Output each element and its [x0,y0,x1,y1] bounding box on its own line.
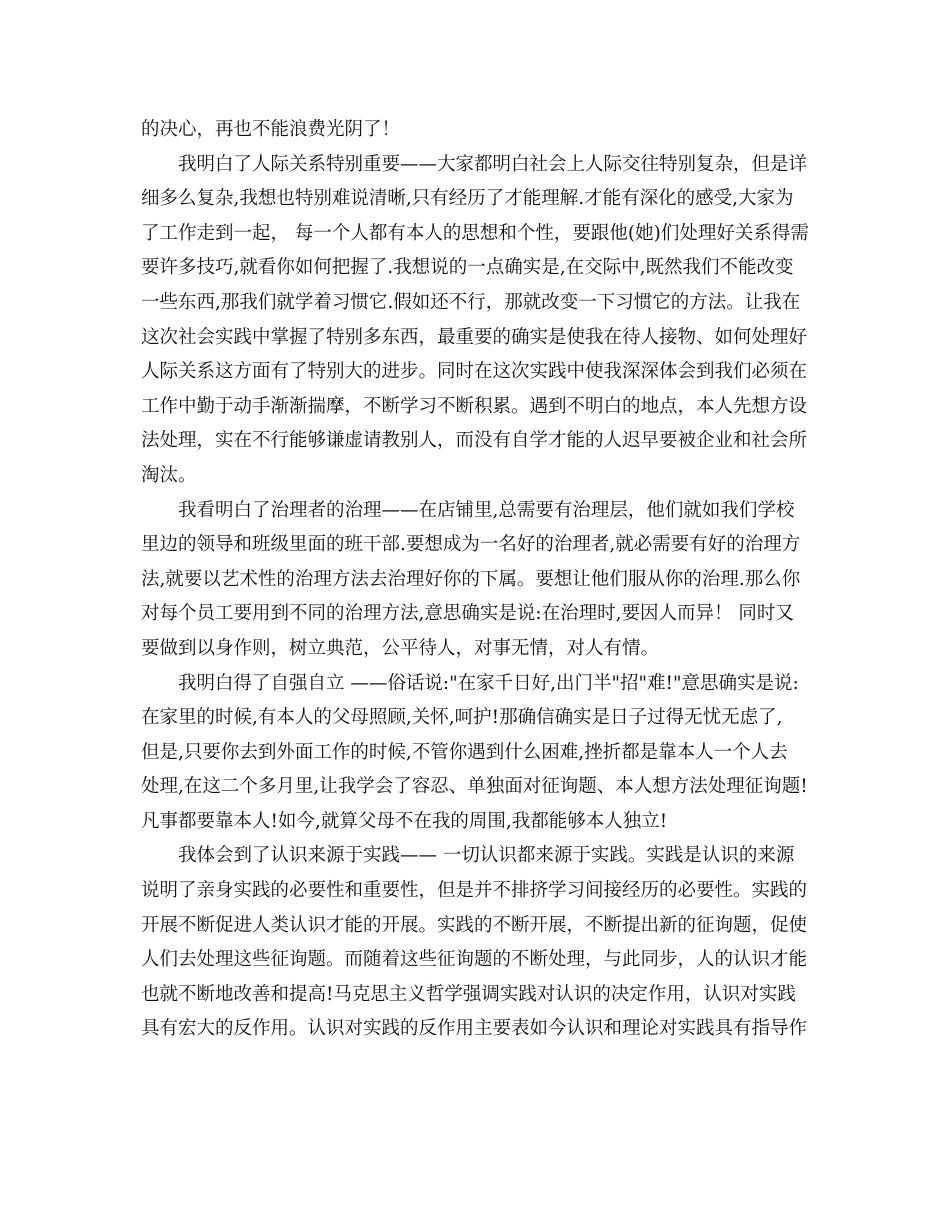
text-line: 人际关系这方面有了特别大的进步。同时在这次实践中使我深深体会到我们必须在 [141,361,808,383]
text-line: 要许多技巧,就看你如何把握了.我想说的一点确实是,在交际中,既然我们不能改变 [141,257,794,279]
text-line: 对每个员工要用到不同的治理方法,意思确实是说:在治理时,要因人而异！ 同时又 [141,603,794,625]
paragraph-first-line: 我明白得了自强自立 ——俗话说:"在家千日好,出门半"招"难!"意思确实是说: [178,672,799,694]
body-text [141,113,821,1047]
text-line: 法,就要以艺术性的治理方法去治理好你的下属。要想让他们服从你的治理.那么你 [141,568,801,590]
text-line: 这次社会实践中掌握了特别多东西，最重要的确实是使我在待人接物、如何处理好 [141,326,808,348]
paragraph-first-line: 我体会到了认识来源于实践—— 一切认识都来源于实践。实践是认识的来源 [178,845,795,867]
text-line: 开展不断促进人类认识才能的开展。实践的不断开展，不断提出新的征询题，促使 [141,914,808,936]
text-line: 处理,在这二个多月里,让我学会了容忍、单独面对征询题、本人想方法处理征询题! [141,776,808,798]
text-line: 里边的领导和班级里面的班干部.要想成为一名好的治理者,就必需要有好的治理方 [141,534,801,556]
text-line: 淘汰。 [141,464,197,486]
text-line: 一些东西,那我们就学着习惯它.假如还不行，那就改变一下习惯它的方法。让我在 [141,291,801,313]
paragraph-first-line: 我明白了人际关系特别重要——大家都明白社会上人际交往特别复杂，但是详 [178,153,808,175]
text-line: 工作中勤于动手渐渐揣摩，不断学习不断积累。遇到不明白的地点，本人先想方设 [141,395,808,417]
text-line: 了工作走到一起， 每一个人都有本人的思想和个性，要跟他(她)们处理好关系得需 [141,222,809,244]
text-line: 要做到以身作则，树立典范，公平待人，对事无情，对人有情。 [141,637,660,659]
paragraph-first-line: 我看明白了治理者的治理——在店铺里,总需要有治理层，他们就如我们学校 [178,499,795,521]
text-line: 凡事都要靠本人!如今,就算父母不在我的周围,我都能够本人独立! [141,810,668,832]
text-line: 法处理，实在不行能够谦虚请教别人，而没有自学才能的人迟早要被企业和社会所 [141,430,808,452]
text-line: 也就不断地改善和提高!马克思主义哲学强调实践对认识的决定作用，认识对实践 [141,983,796,1005]
text-line: 在家里的时候,有本人的父母照顾,关怀,呵护!那确信确实是日子过得无忧无虑了, [141,707,783,729]
text-line: 说明了亲身实践的必要性和重要性，但是并不排挤学习间接经历的必要性。实践的 [141,880,808,902]
text-line: 具有宏大的反作用。认识对实践的反作用主要表如今认识和理论对实践具有指导作 [141,1018,808,1040]
text-line: 人们去处理这些征询题。而随着这些征询题的不断处理，与此同步，人的认识才能 [141,949,808,971]
text-line: 的决心，再也不能浪费光阴了！ [141,119,401,140]
text-line: 细多么复杂,我想也特别难说清晰,只有经历了才能理解.才能有深化的感受,大家为 [141,188,794,210]
text-line: 但是,只要你去到外面工作的时候,不管你遇到什么困难,挫折都是靠本人一个人去 [141,741,788,763]
